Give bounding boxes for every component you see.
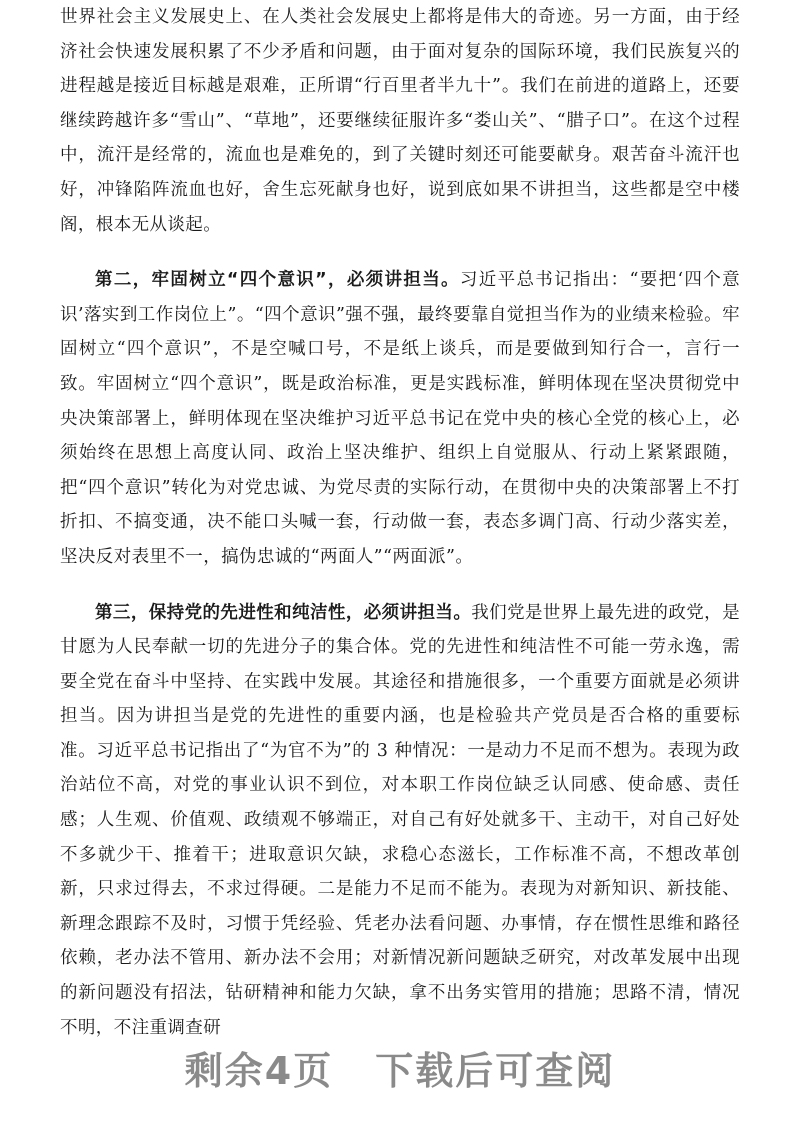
remaining-pages-label: 剩余4页 (184, 1049, 334, 1093)
paragraph-second-text: 习近平总书记指出：“要把‘四个意识’落实到工作岗位上”。“四个意识”强不强，最终要靠自觉担当作为的业绩来检验。牢固树立“四个意识”，不是空喊口号，不是纸上谈兵，而是要做到知行合一，言行一致。牢固树立“四个意识”，既是政治标准，更是实践标准，鲜明体现在坚决贯彻党中央决策部署上，鲜明体现在坚决维护习近平总书记在党中央的核心全党的核心上，必须始终在思想上高度认同、政治上坚决维护、组织上自觉服从、行动上紧紧跟随，把“四个意识”转化为对党忠诚、为党尽责的实际行动，在贯彻中央的决策部署上不打折扣、不搞变通，决不能口头喊一套，行动做一套，表态多调门高、行动少落实差，坚决反对表里不一，搞伪忠诚的“两面人”“两面派”。 (60, 270, 740, 567)
download-prompt[interactable] (0, 1040, 800, 1095)
paragraph-continuation: 世界社会主义发展史上、在人类社会发展史上都将是伟大的奇迹。另一方面，由于经济社会快速发展积累了不少矛盾和问题，由于面对复杂的国际环境，我们民族复兴的进程越是接近目标越是艰难，正所谓“行百里者半九十”。我们在前进的道路上，还要继续跨越许多“雪山”、“草地”，还要继续征服许多“娄山关”、“腊子口”。在这个过程中，流汗是经常的，流血也是难免的，到了关键时刻还可能要献身。艰苦奋斗流汗也好，冲锋陷阵流血也好，舍生忘死献身也好，说到底如果不讲担当，这些都是空中楼阁，根本无从谈起。 (60, 7, 740, 235)
download-to-view-label: 下载后可查阅 (375, 1049, 616, 1093)
paragraph-gap (60, 242, 740, 263)
paragraph-third-text: 我们党是世界上最先进的政党，是甘愿为人民奉献一切的先进分子的集合体。党的先进性和纯洁性不可能一劳永逸，需要全党在奋斗中坚持、在实践中发展。其途径和措施很多，一个重要方面就是必须讲担当。因为讲担当是党的先进性的重要内涵，也是检验共产党员是否合格的重要标准。习近平总书记指出了“为官不为”的 3 种情况：一是动力不足而不想为。表现为政治站位不高，对党的事业认识不到位，对本职工作岗位缺乏认同感、使命感、责任感；人生观、价值观、政绩观不够端正，对自己有好处就多干、主动干，对自己好处不多就少干、推着干；进取意识欠缺，求稳心态滋长，工作标准不高，不想改革创新，只求过得去，不求过得硬。二是能力不足而不能为。表现为对新知识、新技能、新理念跟踪不及时，习惯于凭经验、凭老办法看问题、办事情，存在惯性思维和路径依赖，老办法不管用、新办法不会用；对新情况新问题缺乏研究，对改革发展中出现的新问题没有招法，钻研精神和能力欠缺，拿不出务实管用的措施；思路不清，情况不明，不注重调查研 (60, 602, 741, 1038)
paragraph-second-point (60, 263, 740, 574)
section-heading-second: 第二，牢固树立“四个意识”，必须讲担当。 (95, 270, 460, 291)
paragraph-third-point (60, 596, 740, 1046)
document-body (60, 0, 740, 1045)
paragraph-gap (60, 575, 740, 596)
section-heading-third: 第三，保持党的先进性和纯洁性，必须讲担当。 (95, 602, 472, 623)
